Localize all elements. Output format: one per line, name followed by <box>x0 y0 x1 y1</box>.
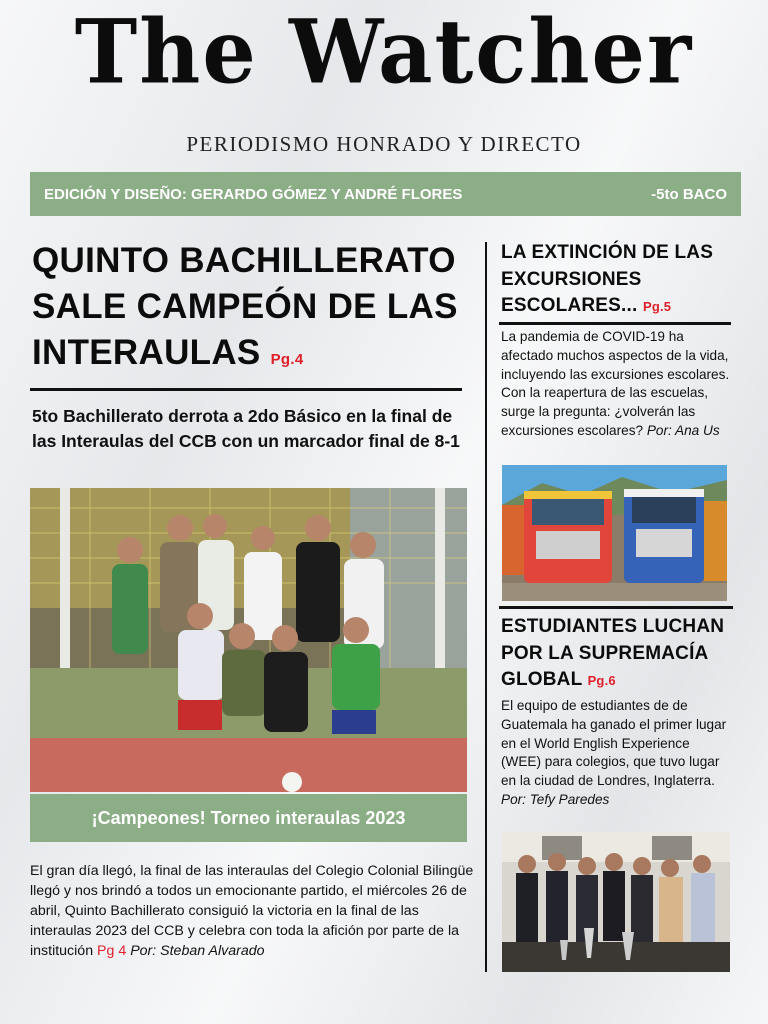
story-three-text: El equipo de estudiantes de de Guatemala ha ganado el primer lugar en el World English Experience (WEE) para colegios, que tuvo lugar en la ciudad de Londres, Inglaterra. <box>501 698 727 788</box>
newspaper-title: The Watcher <box>74 0 694 104</box>
story-two-text: La pandemia de COVID-19 ha afectado muchos aspectos de la vida, incluyendo las excursiones escolares. Con la reapertura de las escuelas, surge la pregunta: ¿volverán las excursiones escolares? <box>501 329 730 438</box>
main-headline <box>32 238 472 377</box>
main-headline-page-ref: Pg.4 <box>270 351 304 369</box>
main-story-page-ref: Pg 4 <box>97 942 127 959</box>
main-story-byline: Por: Steban Alvarado <box>130 942 265 959</box>
main-headline-text: QUINTO BACHILLERATO SALE CAMPEÓN DE LAS INTERAULAS <box>32 241 458 373</box>
column-divider <box>485 242 487 972</box>
main-story-text: El gran día llegó, la final de las interaulas del Colegio Colonial Bilingüe llegó y nos brindó a todos un emocionante partido, el miércoles 26 de abril, Quinto Bachillerato consiguió la victoria en la final de las interaulas 2023 del CCB y celebra con toda la afición por parte de la institución <box>30 863 474 959</box>
story-two-page-ref: Pg.5 <box>642 299 672 315</box>
story-three-page-ref: Pg.6 <box>587 673 616 689</box>
story-three-divider <box>499 606 733 609</box>
school-buses-photo <box>502 465 727 601</box>
wee-winners-photo <box>502 832 730 972</box>
photo-caption: ¡Campeones! Torneo interaulas 2023 <box>30 794 467 842</box>
newspaper-motto: PERIODISMO HONRADO Y DIRECTO <box>186 132 582 156</box>
story-two-divider <box>499 322 731 325</box>
story-two-body <box>501 328 733 441</box>
headline-divider <box>30 388 462 391</box>
story-three-headline-text: ESTUDIANTES LUCHAN POR LA SUPREMACÍA GLOBAL <box>501 616 725 691</box>
main-subhead: 5to Bachillerato derrota a 2do Básico en la final de las Interaulas del CCB con un marcador final de 8-1 <box>32 406 460 451</box>
story-two-headline <box>501 240 741 320</box>
story-three-headline <box>501 614 741 694</box>
main-story-body <box>30 862 478 961</box>
story-three-body <box>501 697 733 810</box>
story-two-byline: Por: Ana Us <box>646 422 720 438</box>
champions-team-photo <box>30 488 467 792</box>
story-three-byline: Por: Tefy Paredes <box>501 791 610 807</box>
story-two-headline-text: LA EXTINCIÓN DE LAS EXCURSIONES ESCOLARES... <box>501 242 714 317</box>
credits-bar <box>30 172 741 216</box>
editors-credit: EDICIÓN Y DISEÑO: GERARDO GÓMEZ Y ANDRÉ FLORES <box>44 185 463 203</box>
grade-credit: -5to BACO <box>651 185 727 203</box>
